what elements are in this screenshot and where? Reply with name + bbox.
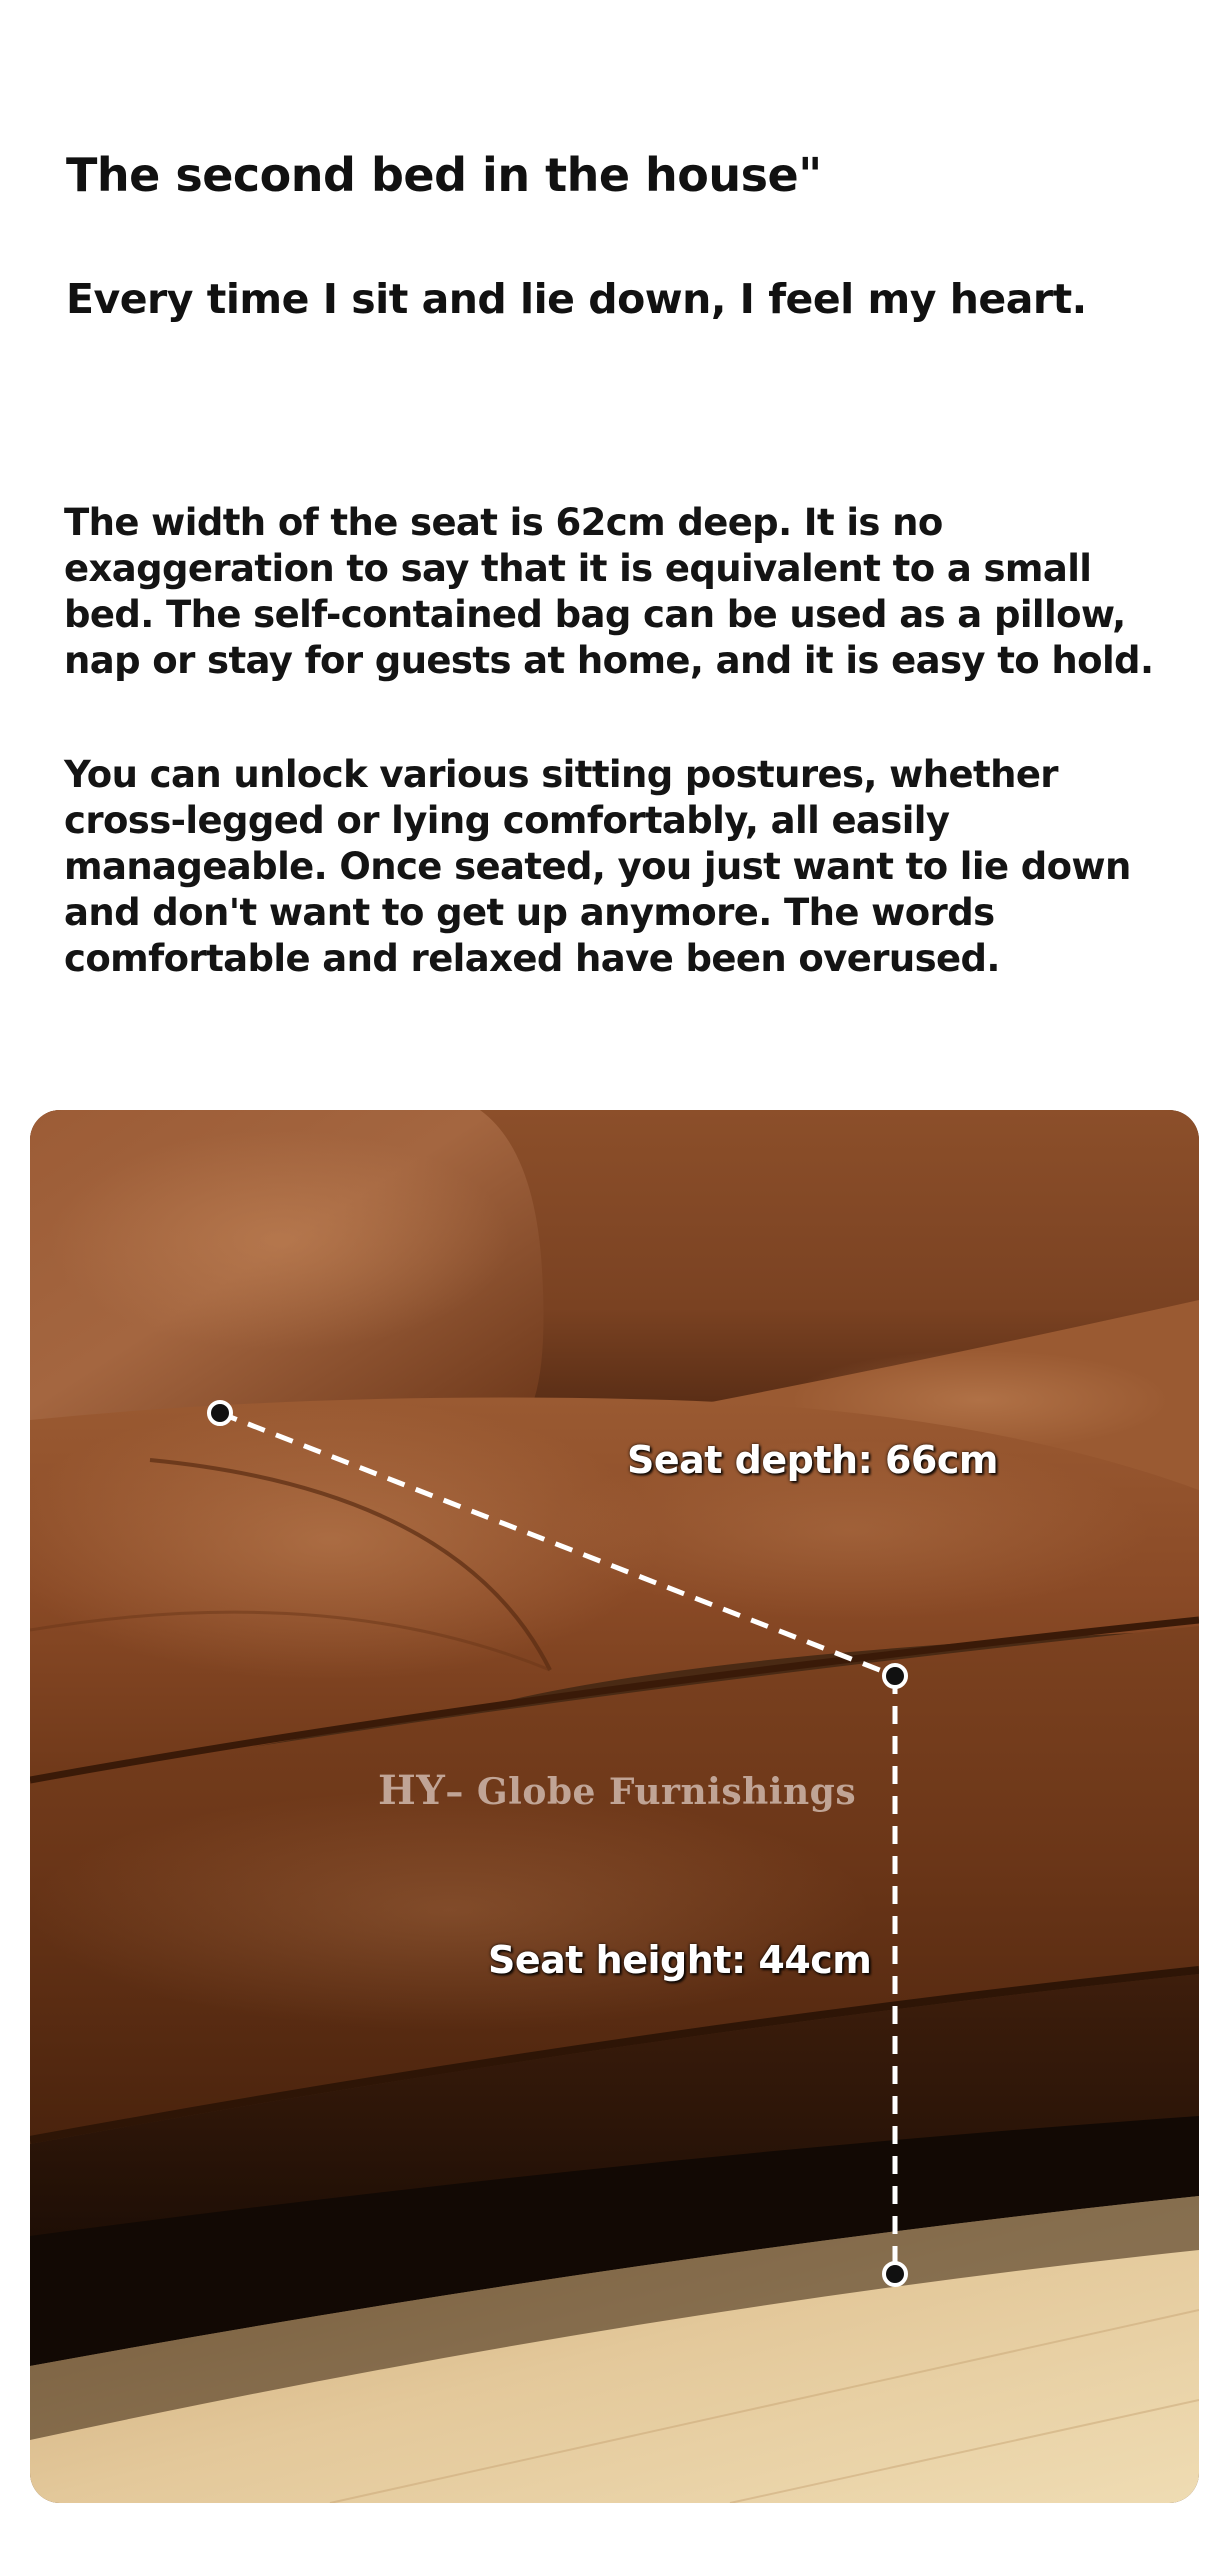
seat-height-label: Seat height: 44cm	[488, 1938, 872, 1982]
watermark-brand: HY	[378, 1767, 446, 1814]
paragraph-sitting-postures: You can unlock various sitting postures, whether cross-legged or lying comfortably, all easily manageable. Once seated, you just want to lie down and don't want to get up anymore. The words comfortable and relaxed have been overused.	[64, 753, 1131, 980]
seat-depth-label: Seat depth: 66cm	[627, 1438, 998, 1482]
subheadline: Every time I sit and lie down, I feel my heart.	[66, 275, 1087, 323]
seat-depth-start-marker	[209, 1402, 231, 1424]
seat-height-end-marker	[884, 2263, 906, 2285]
brand-watermark	[378, 1767, 856, 1814]
watermark-text: – Globe Furnishings	[445, 1771, 857, 1813]
headline: The second bed in the house"	[66, 148, 822, 202]
paragraph-seat-width: The width of the seat is 62cm deep. It is no exaggeration to say that it is equivalent to a small bed. The self-contained bag can be used as a pillow, nap or stay for guests at home, and it is easy to hold.	[64, 501, 1154, 682]
seat-depth-end-marker	[884, 1665, 906, 1687]
sofa-seat-dimensions-photo	[30, 1110, 1199, 2503]
